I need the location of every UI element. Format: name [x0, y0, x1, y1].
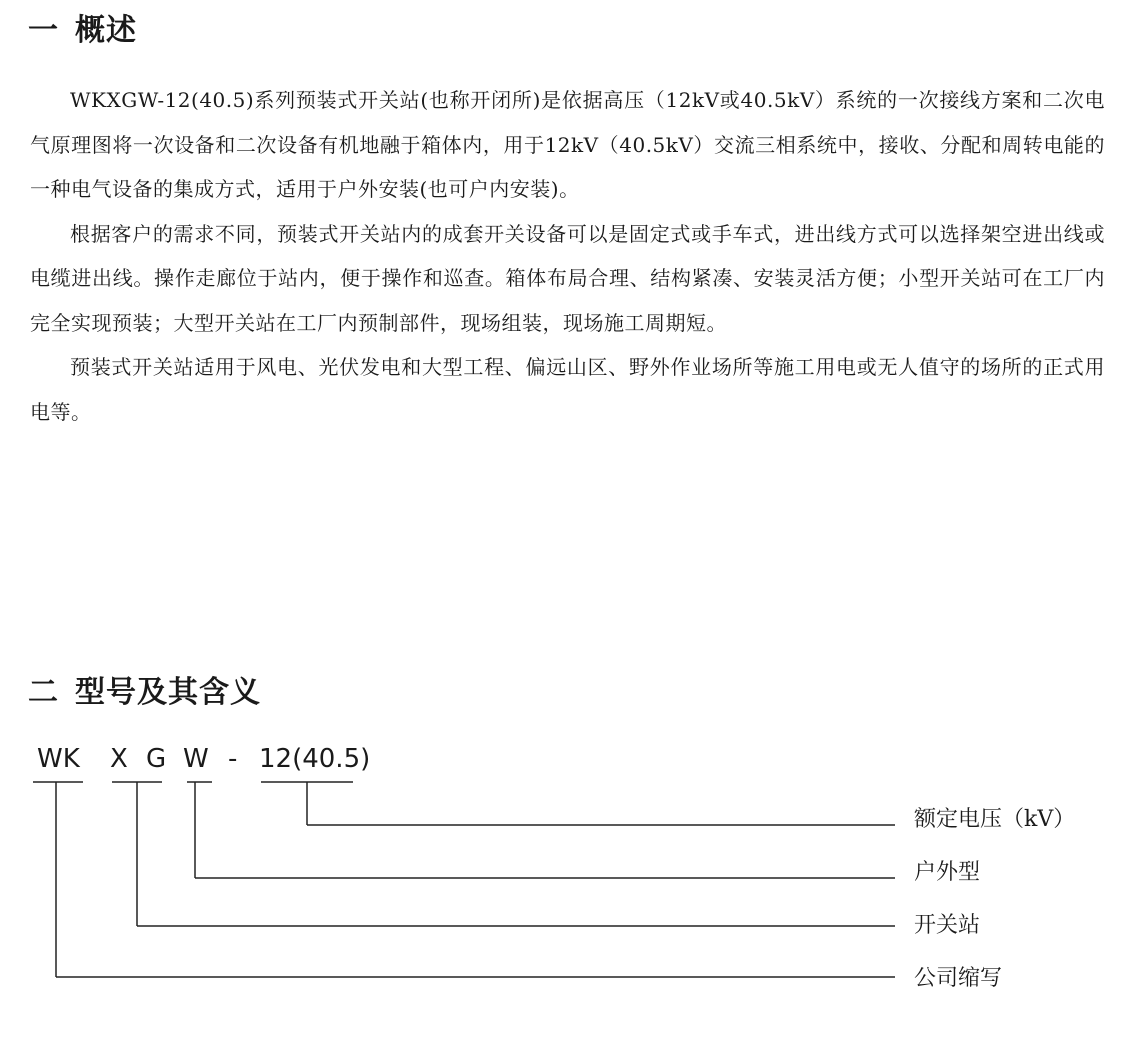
overview-paragraph-2: 根据客户的需求不同，预装式开关站内的成套开关设备可以是固定式或手车式，进出线方式可以选择架空进出线或电缆进出线。操作走廊位于站内，便于操作和巡查。箱体布局合理、结构紧凑、安装灵活方便；小型开关站可在工厂内完全实现预装；大型开关站在工厂内预制部件，现场组装，现场施工周期短。 — [30, 221, 1105, 335]
overview-paragraph-1: WKXGW-12(40.5)系列预装式开关站(也称开闭所)是依据高压（12kV或40.5kV）系统的一次接线方案和二次电气原理图将一次设备和二次设备有机地融于箱体内，用于12kV（40.5kV）交流三相系统中，接收、分配和周转电能的一种电气设备的集成方式，适用于户外安装(也可户内安装)。 — [30, 88, 1105, 201]
section-number: 二 — [28, 675, 59, 710]
model-segment-outdoor: W — [183, 744, 209, 774]
model-segment-g: G — [146, 744, 167, 774]
meaning-rated-voltage: 额定电压（kV） — [914, 807, 1076, 832]
model-segment-voltage: 12(40.5) — [259, 744, 371, 774]
section-title-text: 型号及其含义 — [75, 675, 261, 710]
section-title-overview — [28, 13, 137, 49]
meaning-company-abbreviation: 公司缩写 — [914, 966, 1003, 991]
section-number: 一 — [28, 13, 59, 48]
section-title-text: 概述 — [75, 13, 137, 48]
model-segment-dash: - — [228, 744, 238, 774]
overview-body — [30, 78, 1105, 434]
overview-paragraph-3: 预装式开关站适用于风电、光伏发电和大型工程、偏远山区、野外作业场所等施工用电或无人值守的场所的正式用电等。 — [30, 355, 1105, 424]
model-segment-company: WK — [37, 744, 80, 774]
section-title-model-meaning — [28, 675, 261, 711]
meaning-outdoor-type: 户外型 — [914, 860, 981, 885]
model-segment-switch-station: X — [110, 744, 128, 774]
meaning-switch-station: 开关站 — [914, 913, 981, 938]
